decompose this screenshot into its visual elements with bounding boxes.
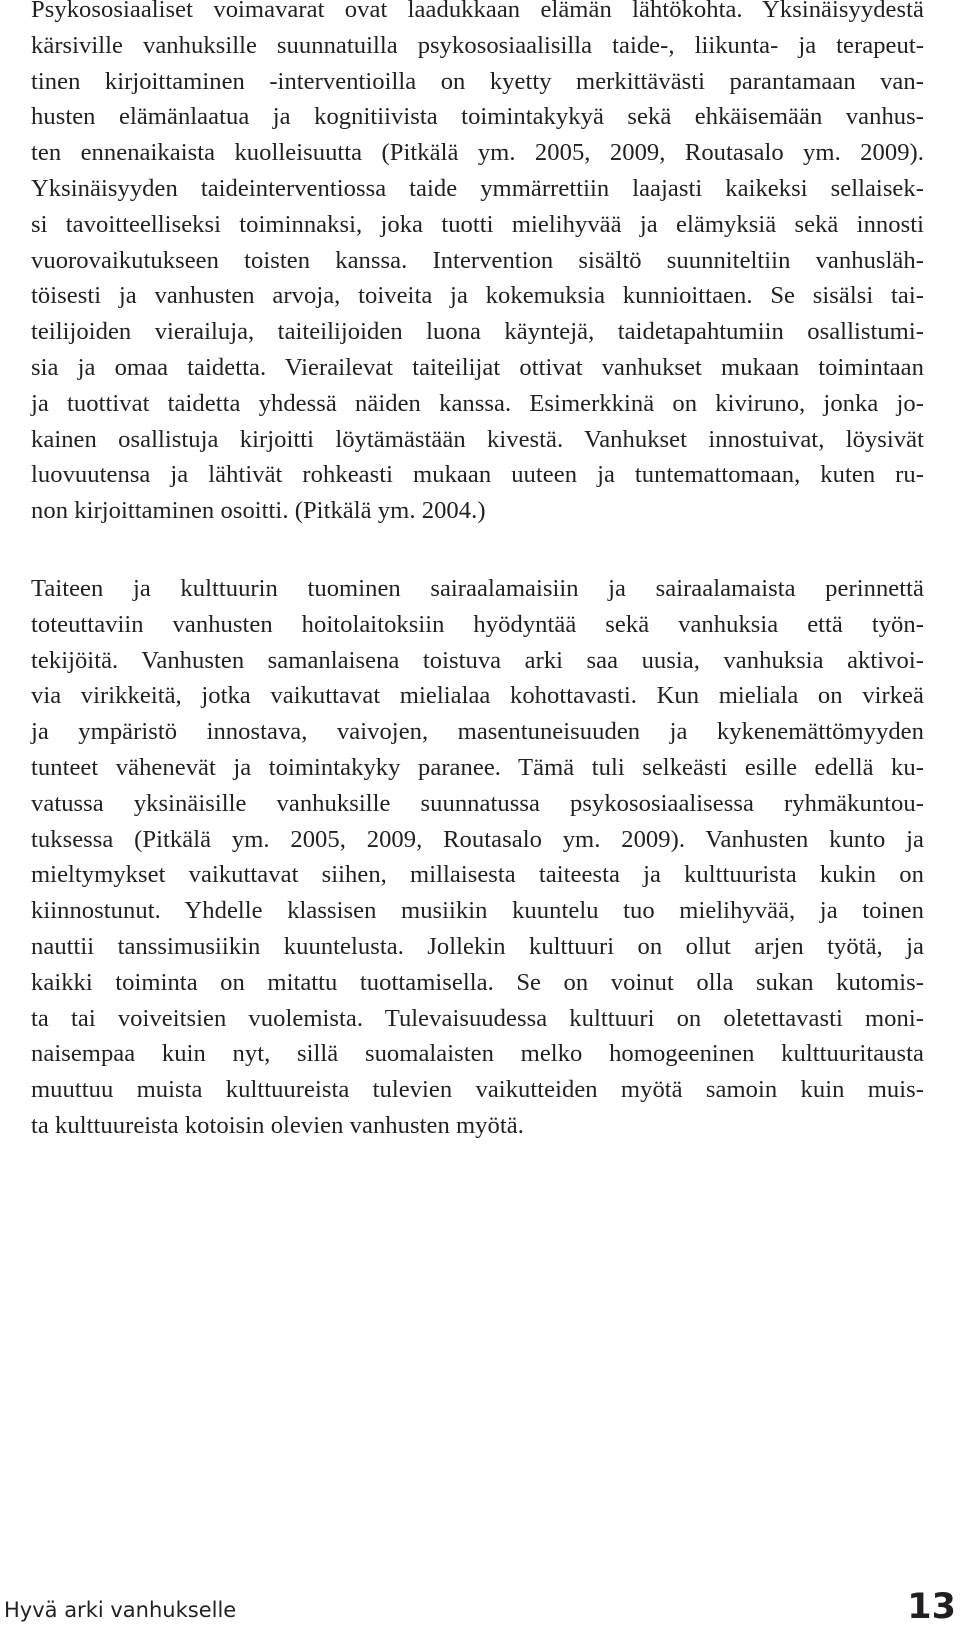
text-line: kärsiville vanhuksille suunnatuilla psykososiaalisilla taide-, liikunta- ja terapeut- <box>31 31 924 59</box>
text-line: tunteet vähenevät ja toimintakyky paranee. Tämä tuli selkeästi esille edellä ku- <box>31 753 924 781</box>
text-line: ja tuottivat taidetta yhdessä näiden kanssa. Esimerkkinä on kiviruno, jonka jo- <box>31 389 924 417</box>
text-line: Taiteen ja kulttuurin tuominen sairaalamaisiin ja sairaalamaista perinnettä <box>31 575 924 602</box>
text-line: sia ja omaa taidetta. Vierailevat taiteilijat ottivat vanhukset mukaan toimintaan <box>31 353 924 381</box>
text-line: toteuttaviin vanhusten hoitolaitoksiin hyödyntää sekä vanhuksia että työn- <box>31 610 924 638</box>
text-line: luovuutensa ja lähtivät rohkeasti mukaan uuteen ja tuntemattomaan, kuten ru- <box>31 461 924 489</box>
text-line: ta kulttuureista kotoisin olevien vanhusten myötä. <box>31 1111 524 1139</box>
text-line: si tavoitteelliseksi toiminnaksi, joka tuotti mielihyvää ja elämyksiä sekä innosti <box>31 210 924 238</box>
footer-publication-title: Hyvä arki vanhukselle <box>4 1598 237 1622</box>
text-line: husten elämänlaatua ja kognitiivista toimintakykyä sekä ehkäisemään vanhus- <box>31 103 924 131</box>
body-paragraph-2 <box>31 571 924 1144</box>
footer-page-number: 13 <box>907 1587 956 1627</box>
text-line: mieltymykset vaikuttavat siihen, millaisesta taiteesta ja kulttuurista kukin on <box>31 861 924 889</box>
text-line: Psykososiaaliset voimavarat ovat laadukkaan elämän lähtökohta. Yksinäisyydestä <box>31 0 924 23</box>
text-line: ta tai voiveitsien vuolemista. Tulevaisuudessa kulttuuri on oletettavasti moni- <box>31 1004 924 1032</box>
text-line: kainen osallistuja kirjoitti löytämästään kivestä. Vanhukset innostuivat, löysivät <box>31 425 924 453</box>
text-line: muuttuu muista kulttuureista tulevien vaikutteiden myötä samoin kuin muis- <box>31 1076 924 1104</box>
text-line: ten ennenaikaista kuolleisuutta (Pitkälä ym. 2005, 2009, Routasalo ym. 2009). <box>31 139 924 167</box>
text-line: ja ympäristö innostava, vaivojen, masentuneisuuden ja kykenemättömyyden <box>31 718 924 746</box>
text-line: vatussa yksinäisille vanhuksille suunnatussa psykososiaalisessa ryhmäkuntou- <box>31 789 924 817</box>
text-line: tinen kirjoittaminen -interventioilla on kyetty merkittävästi parantamaan van- <box>31 67 924 95</box>
text-line: nauttii tanssimusiikin kuuntelusta. Jollekin kulttuuri on ollut arjen työtä, ja <box>31 932 924 960</box>
text-line: töisesti ja vanhusten arvoja, toiveita ja kokemuksia kunnioittaen. Se sisälsi tai- <box>31 282 924 310</box>
text-line: non kirjoittaminen osoitti. (Pitkälä ym. 2004.) <box>31 497 486 525</box>
text-line: kiinnostunut. Yhdelle klassisen musiikin kuuntelu tuo mielihyvää, ja toinen <box>31 897 924 925</box>
text-line: kaikki toiminta on mitattu tuottamisella. Se on voinut olla sukan kutomis- <box>31 968 924 996</box>
text-line: tekijöitä. Vanhusten samanlaisena toistuva arki saa uusia, vanhuksia aktivoi- <box>31 646 924 674</box>
text-line: teilijoiden vierailuja, taiteilijoiden luona käyntejä, taidetapahtumiin osallistumi- <box>31 318 924 346</box>
text-line: via virikkeitä, jotka vaikuttavat mielialaa kohottavasti. Kun mieliala on virkeä <box>31 682 924 710</box>
text-line: vuorovaikutukseen toisten kanssa. Intervention sisältö suunniteltiin vanhusläh- <box>31 246 924 274</box>
text-line: naisempaa kuin nyt, sillä suomalaisten melko homogeeninen kulttuuritausta <box>31 1040 924 1068</box>
text-line: Yksinäisyyden taideinterventiossa taide ymmärrettiin laajasti kaikeksi sellaisek- <box>31 174 924 202</box>
text-line: tuksessa (Pitkälä ym. 2005, 2009, Routasalo ym. 2009). Vanhusten kunto ja <box>31 825 924 853</box>
body-paragraph-1 <box>31 0 924 529</box>
